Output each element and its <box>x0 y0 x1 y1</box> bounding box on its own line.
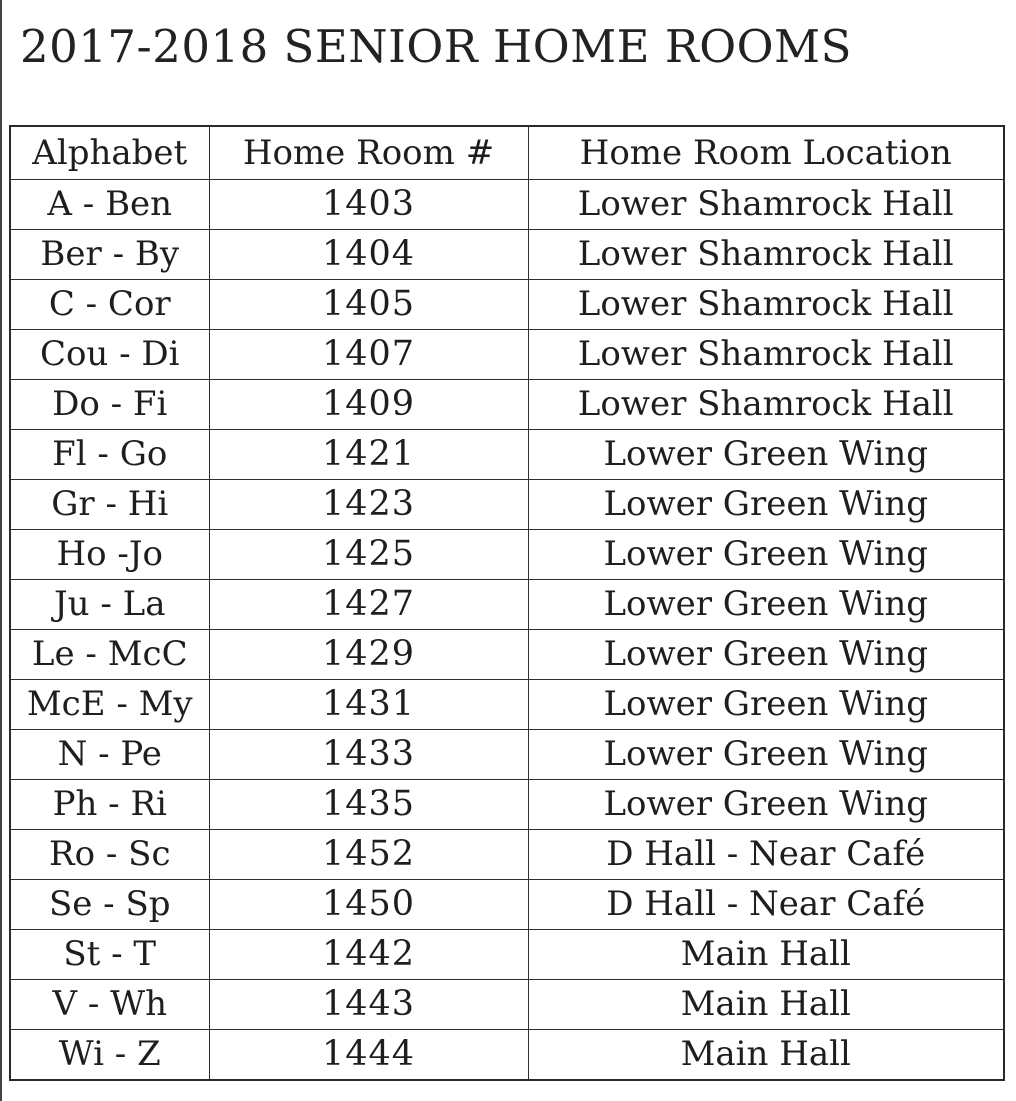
location-cell: Lower Shamrock Hall <box>528 329 1003 379</box>
location-cell: Lower Green Wing <box>528 429 1003 479</box>
alphabet-cell: McE - My <box>11 679 209 729</box>
room-number-cell: 1423 <box>209 479 528 529</box>
room-number-cell: 1427 <box>209 579 528 629</box>
alphabet-cell: Ho -Jo <box>11 529 209 579</box>
alphabet-cell: V - Wh <box>11 979 209 1029</box>
table-row <box>11 829 1003 879</box>
table-row <box>11 179 1003 229</box>
room-number-cell: 1429 <box>209 629 528 679</box>
room-number-cell: 1442 <box>209 929 528 979</box>
room-number-cell: 1403 <box>209 179 528 229</box>
room-number-cell: 1433 <box>209 729 528 779</box>
location-cell: Lower Green Wing <box>528 629 1003 679</box>
alphabet-cell: Fl - Go <box>11 429 209 479</box>
location-cell: Lower Green Wing <box>528 579 1003 629</box>
alphabet-cell: N - Pe <box>11 729 209 779</box>
location-cell: Main Hall <box>528 979 1003 1029</box>
table-row <box>11 479 1003 529</box>
room-number-cell: 1407 <box>209 329 528 379</box>
alphabet-cell: Cou - Di <box>11 329 209 379</box>
alphabet-cell: Gr - Hi <box>11 479 209 529</box>
room-number-cell: 1431 <box>209 679 528 729</box>
table-row <box>11 229 1003 279</box>
room-number-cell: 1443 <box>209 979 528 1029</box>
table-row <box>11 329 1003 379</box>
alphabet-cell: St - T <box>11 929 209 979</box>
location-cell: Lower Shamrock Hall <box>528 379 1003 429</box>
alphabet-cell: Wi - Z <box>11 1029 209 1079</box>
room-number-cell: 1435 <box>209 779 528 829</box>
room-number-cell: 1444 <box>209 1029 528 1079</box>
alphabet-cell: Le - McC <box>11 629 209 679</box>
room-number-cell: 1452 <box>209 829 528 879</box>
table-row <box>11 279 1003 329</box>
header-home-room-location: Home Room Location <box>528 127 1003 179</box>
alphabet-cell: Do - Fi <box>11 379 209 429</box>
room-number-cell: 1404 <box>209 229 528 279</box>
alphabet-cell: Ph - Ri <box>11 779 209 829</box>
room-number-cell: 1450 <box>209 879 528 929</box>
homeroom-table-frame <box>9 125 1005 1081</box>
table-row <box>11 779 1003 829</box>
table-row <box>11 1029 1003 1079</box>
header-home-room-number: Home Room # <box>209 127 528 179</box>
room-number-cell: 1425 <box>209 529 528 579</box>
alphabet-cell: Ber - By <box>11 229 209 279</box>
table-row <box>11 679 1003 729</box>
table-row <box>11 429 1003 479</box>
location-cell: Lower Green Wing <box>528 479 1003 529</box>
location-cell: Lower Green Wing <box>528 679 1003 729</box>
homeroom-table <box>11 127 1003 1079</box>
table-row <box>11 879 1003 929</box>
header-alphabet: Alphabet <box>11 127 209 179</box>
location-cell: Lower Shamrock Hall <box>528 279 1003 329</box>
page-title: 2017-2018 SENIOR HOME ROOMS <box>20 20 852 73</box>
room-number-cell: 1421 <box>209 429 528 479</box>
table-row <box>11 729 1003 779</box>
location-cell: D Hall - Near Café <box>528 879 1003 929</box>
location-cell: Main Hall <box>528 929 1003 979</box>
location-cell: Lower Green Wing <box>528 779 1003 829</box>
table-row <box>11 379 1003 429</box>
table-row <box>11 629 1003 679</box>
table-row <box>11 579 1003 629</box>
page-left-edge <box>0 0 2 1101</box>
header-row <box>11 127 1003 179</box>
location-cell: Lower Green Wing <box>528 529 1003 579</box>
room-number-cell: 1409 <box>209 379 528 429</box>
alphabet-cell: A - Ben <box>11 179 209 229</box>
location-cell: Main Hall <box>528 1029 1003 1079</box>
room-number-cell: 1405 <box>209 279 528 329</box>
alphabet-cell: Ro - Sc <box>11 829 209 879</box>
table-row <box>11 979 1003 1029</box>
table-row <box>11 529 1003 579</box>
location-cell: Lower Shamrock Hall <box>528 229 1003 279</box>
alphabet-cell: C - Cor <box>11 279 209 329</box>
location-cell: Lower Shamrock Hall <box>528 179 1003 229</box>
location-cell: D Hall - Near Café <box>528 829 1003 879</box>
table-row <box>11 929 1003 979</box>
alphabet-cell: Se - Sp <box>11 879 209 929</box>
alphabet-cell: Ju - La <box>11 579 209 629</box>
location-cell: Lower Green Wing <box>528 729 1003 779</box>
